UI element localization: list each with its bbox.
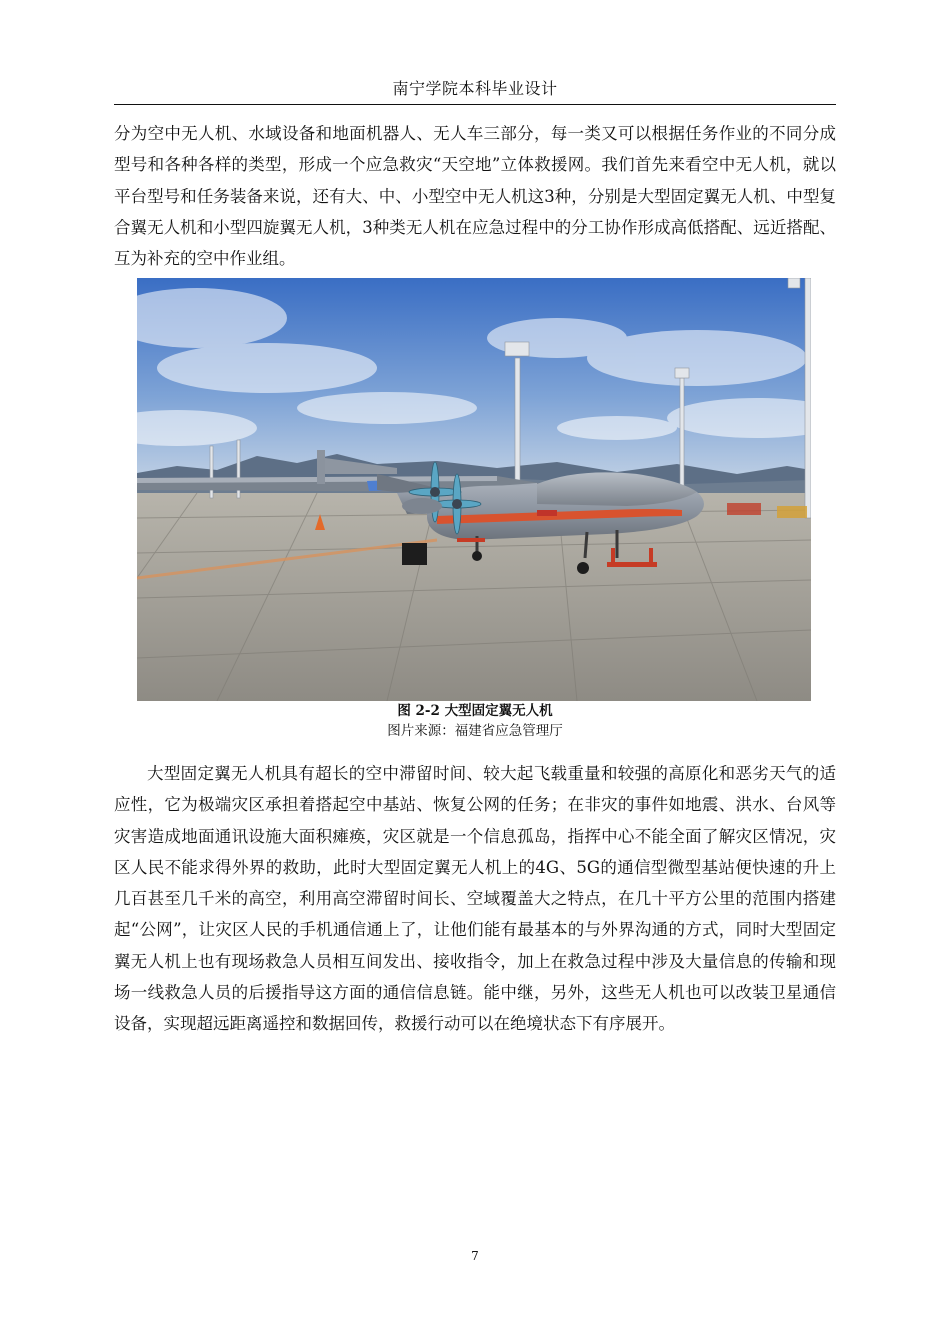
drone-photo [137,278,811,701]
body-paragraph-1: 分为空中无人机、水域设备和地面机器人、无人车三部分，每一类又可以根据任务作业的不同分成型号和各种各样的类型，形成一个应急救灾“天空地”立体救援网。我们首先来看空中无人机，就以平台型号和任务装备来说，还有大、中、小型空中无人机这3种，分别是大型固定翼无人机、中型复合翼无人机和小型四旋翼无人机，3种类无人机在应急过程中的分工协作形成高低搭配、远近搭配、互为补充的空中作业组。 [114,124,836,269]
header-rule [114,104,836,105]
running-header: 南宁学院本科毕业设计 [392,79,558,98]
figure-source: 图片来源：福建省应急管理厅 [387,723,563,739]
figure-caption: 图 2-2 大型固定翼无人机 [397,703,553,719]
page-number: 7 [471,1249,479,1263]
body-paragraph-2: 大型固定翼无人机具有超长的空中滞留时间、较大起飞载重量和较强的高原化和恶劣天气的适应性，它为极端灾区承担着搭起空中基站、恢复公网的任务；在非灾的事件如地震、洪水、台风等灾害造成地面通讯设施大面积瘫痪，灾区就是一个信息孤岛，指挥中心不能全面了解灾区情况，灾区人民不能求得外界的救助，此时大型固定翼无人机上的4G、5G的通信型微型基站便快速的升上几百甚至几千米的高空，利用高空滞留时间长、空域覆盖大之特点，在几十平方公里的范围内搭建起“公网”，让灾区人民的手机通信通上了，让他们能有最基本的与外界沟通的方式，同时大型固定翼无人机上也有现场救急人员相互间发出、接收指令，加上在救急过程中涉及大量信息的传输和现场一线救急人员的后援指导这方面的通信信息链。能中继，另外，这些无人机也可以改装卫星通信设备，实现超远距离遥控和数据回传，救援行动可以在绝境状态下有序展开。 [114,764,836,1034]
